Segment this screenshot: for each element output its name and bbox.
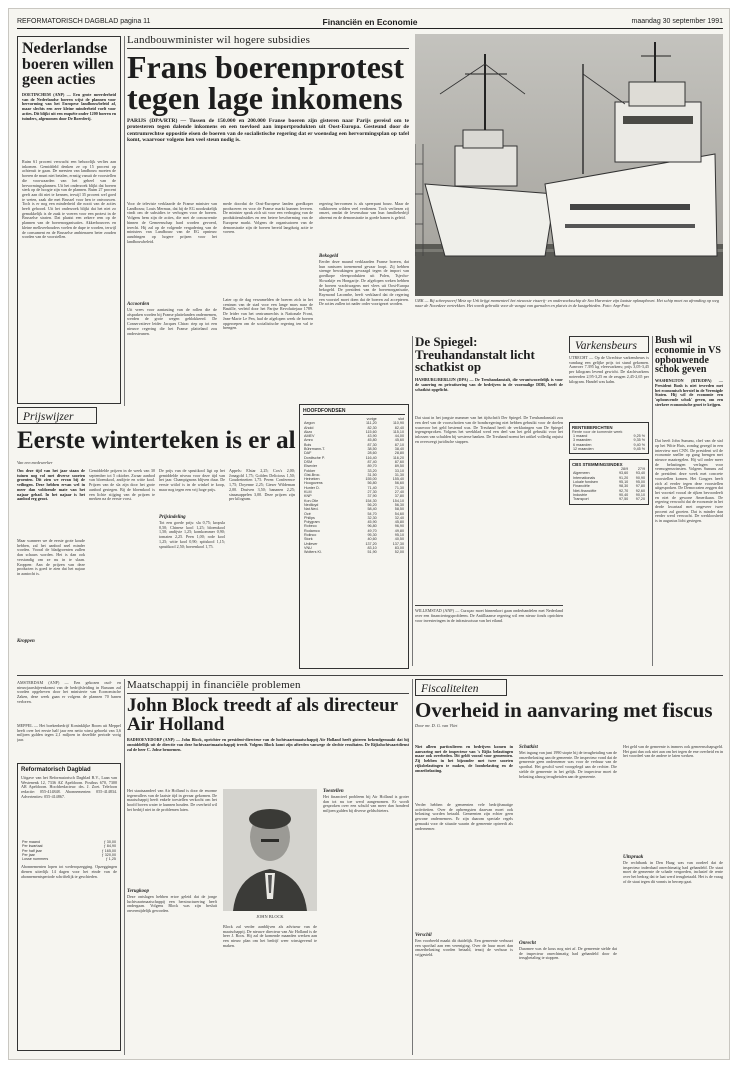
fund-name: Amro: [304, 438, 313, 443]
fund-name: Wolters Kl.: [304, 550, 322, 555]
john-block-portrait-image: [223, 789, 317, 911]
price-row: [21, 857, 117, 861]
price-label: Per maand: [22, 840, 41, 844]
fund-price: 95,30: [367, 533, 377, 538]
fund-price: 95,10: [394, 533, 404, 538]
fund-name: Bols: [304, 442, 312, 447]
fiscal-tab-label: Fiscaliteiten: [421, 683, 479, 695]
fund-price: 37,80: [394, 494, 404, 499]
fund-name: Elsevier: [304, 464, 318, 469]
running-header: [17, 15, 723, 29]
fondsen-title: HOOFDFONDSEN: [303, 408, 405, 415]
block-headline: John Block treedt af als directeur Air Holland: [127, 695, 398, 735]
price-label: Per jaar: [22, 852, 35, 857]
cbs-value: 92,70: [618, 488, 629, 493]
varkensbeurs-tab-label: Varkensbeurs: [575, 340, 637, 352]
fund-price: 116,40: [365, 455, 377, 460]
rente-title: RENTEBERICHTEN: [572, 425, 613, 430]
fund-name: Dordtsche P.: [304, 455, 325, 460]
block-col-3: [323, 789, 409, 1051]
fund-name: KNP: [304, 494, 312, 499]
cbs-box: [569, 459, 649, 504]
cbs-value: 90,90: [635, 475, 645, 480]
fund-name: Philips: [304, 515, 315, 520]
newspaper-page: [8, 8, 730, 1060]
rate-term: 12 maanden: [573, 446, 594, 451]
subscription-box: [17, 763, 121, 1051]
fund-price: 45,60: [394, 438, 404, 443]
cbs-label: Transport: [573, 497, 589, 502]
fund-price: 58,40: [367, 507, 377, 512]
main-sub-bekogeld: Bekogeld: [319, 254, 339, 259]
fund-name: Gist-Broc.: [304, 472, 321, 477]
price-value: ƒ 84,90: [103, 844, 116, 849]
cbs-value: 92,60: [635, 488, 645, 493]
block-sub-toestellen: Toestellen: [323, 789, 344, 794]
prijswijzer-col-1: [17, 469, 85, 669]
fund-price: 27,40: [394, 490, 404, 495]
prijswijzer-headline: Eerste winterteken is er al: [17, 427, 296, 454]
fiscal-tab: [415, 679, 507, 696]
bush-article: [655, 336, 723, 666]
cbs-value: 90,40: [618, 492, 629, 497]
fund-price: 38,50: [367, 447, 377, 452]
spiegel-lead: HAMBURG/BERLIJN (DPA) — De Treuhandanstalt, die verantwoordelijk is voor de sanering en privatisering van de bedrijven in de voormalige DDR, heeft de schatkist opgelicht.: [415, 378, 563, 392]
fund-name: Ahold: [304, 425, 314, 430]
paper-page-label: REFORMATORISCH DAGBLAD pagina 11: [17, 18, 151, 25]
fund-name: Hunter D.: [304, 485, 320, 490]
prijswijzer-col3b: Tot een goede prijs: sla 0,75; kropsla 0,50; Chinese kool 1,25; bloemkool 1,50; andijvie 1,25; komkommer 0,90; tomaten 2,25. Peen 1,00; rode kool 1,25; witte kool 0,90; spitskool 1,15; spruitkool 2,50; boerenkool 1,75.: [159, 521, 225, 549]
fund-name: VNU: [304, 545, 312, 550]
fund-price: 96,80: [367, 524, 377, 529]
cbs-value: 95,00: [635, 480, 645, 485]
fiscal-article: [415, 679, 723, 1055]
prijswijzer-byline: Van een medewerker: [17, 460, 53, 465]
fund-name: Rodamco: [304, 528, 320, 533]
boeren-headline: Nederlandse boeren willen geen acties: [22, 40, 114, 89]
cbs-value: 93,40: [635, 471, 645, 476]
fund-price: 28,60: [367, 451, 377, 456]
fund-price: 111,20: [365, 421, 377, 426]
spiegel-body: Dat staat in het jongste nummer van het tijdschrift Der Spiegel. De Treuhandanstalt zou een deel van de voorschotten van de bondsregering niet hebben gebruikt voor de doelen waarvoor het geld bestemd was. De Treuhand heeft de verklaringen van De Spiegel tegengesproken. Volgens het weekblad werd een deel van het geld gebruikt voor het inlossen van schulden bij westerse banken. De Treuhand noemt het artikel volledig onjuist en overweegt juridische stappen.: [415, 416, 563, 444]
fiscal-col2c-text: Daarmee was de kous nog niet af. De gemeente stelde dat de inspecteur onrechtmatig had gehandeld door de terugbetaling te stoppen.: [519, 947, 617, 961]
subscription-title: Reformatorisch Dagblad: [21, 767, 91, 773]
price-value: ƒ 30,00: [103, 840, 116, 844]
cbs-column-header: 27/9: [637, 467, 645, 472]
fund-price: 56,80: [367, 481, 377, 486]
fund-name: DSM: [304, 459, 313, 464]
prijswijzer-sub-indeling: Prijsindeling: [159, 515, 186, 520]
block-col-1: [127, 789, 217, 1051]
fund-price: 45,80: [367, 438, 377, 443]
rate-term: 3 maanden: [573, 438, 592, 443]
fund-price: 115,10: [392, 429, 404, 434]
fund-name: Nat.Ned.: [304, 507, 319, 512]
block-article: [127, 679, 409, 1055]
fund-price: 32,40: [394, 515, 404, 520]
main-col3-text: regering hervormen is als speerpunt bouw. Maar de valkboeren wilden veel verdienen. Toch verliezen zij omzet, omdat de levensduur van hun familiebedrijf afneemt en de demonstratie in goede banen is geleid.: [319, 202, 409, 221]
fund-price: 44,00: [394, 434, 404, 439]
rente-table: [572, 434, 646, 451]
cbs-label: Algemeen: [573, 471, 590, 476]
price-label: Per kwartaal: [22, 844, 43, 849]
cbs-label: Niet-financiële: [573, 488, 597, 493]
fund-name: Nedlloyd: [304, 502, 319, 507]
fund-price: 116,20: [392, 455, 404, 460]
cbs-value: 97,50: [618, 497, 629, 502]
fiscal-col-2: [519, 745, 617, 1051]
fund-price: 37,90: [367, 494, 377, 499]
fund-price: 43,90: [367, 434, 377, 439]
fund-price: 87,30: [367, 442, 377, 447]
subscription-prices: [21, 840, 117, 861]
fund-price: 56,20: [367, 502, 377, 507]
fund-name: Bührmann-T.: [304, 447, 326, 452]
fund-price: 38,40: [394, 447, 404, 452]
main-col-2: [223, 202, 313, 402]
main-col1-text: Voor de televisie verklaarde de Franse minister van Landbouw, Louis Mermaz, dat hij de EG noodzakelijk vindt om de subsidies te verhogen voor de boeren. Volgens hem zijn de acties, die met de concurrentie binnen de Gemeenschap hard worden gevoerd, terecht. Hij zal op de volgende vergadering van de ministers van Landbouw van de EG opnieuw aandringen op hogere prijzen voor het landbouwbeleid.: [127, 202, 217, 244]
fund-price: 87,40: [367, 459, 377, 464]
boeren-body: Ruim 61 procent verwacht een behoorlijk verlies aan inkomen. Gemiddeld denken ze op 15 procent op achteruit te gaan. De meesten van landbouw moeten de boeren de munt niet betalen, ernstig vanuit de voorstellen die voorwaarden van het geheel van de hervormingsplannen. Uit het onderzoek blijkt dat boeren sterk op de hoogte zijn van de plannen. Ruim 27 procent geeft aan dit niet te kennen, terwijl 35 procent wel goed te weten, zaak die met Brussel voor hen te ontvouwen. Toch is er nog een minderheid die nooit van de acties heeft gehoord. Uit het onderzoek blijkt dat het niet zo gemakkelijk is de zaak te voeren voor een protest in de Brusselse straten. Dat plaatst een zekere rem op de plannen van de boerenorganisaties. Akkerbouwers en kleine melkveehouders voelen de dupe te worden, terwijl de consument en de Brusselse ambtenaren beter zouden worden van de voorstellen.: [22, 160, 116, 240]
main-col-3: [319, 202, 409, 402]
fund-price: 89,50: [394, 464, 404, 469]
fund-price: 71,30: [394, 485, 404, 490]
fund-price: 58,50: [394, 507, 404, 512]
main-col1b-text: Uit vrees voor aantasting van de rollen die de afspraken worden bij Franse plattelanden ondernemen, werden de grote wegen geblokkeerd. De Conservatieve leider Jacques Chirac riep op tot een nieuwe regering die het Franse platteland zou ondersteunen.: [127, 308, 217, 336]
fund-price: 31,50: [367, 472, 377, 477]
main-article: [127, 34, 409, 404]
fiscal-lead: Niet alleen particulieren en bedrijven komen in aanvaring met de inspecteur van 's Rijks belastingen maar ook overheden. Dit geldt vooral voor gemeenten. Zij hebben in het bijzonder met twee soorten rijksbelastingen te maken, de loonbelasting en de omzetbelasting.: [415, 745, 513, 773]
fund-price: 54,60: [394, 511, 404, 516]
short-news-amsterdam: AMSTERDAM (ANP) — Een gekozen oud- en nieuwjaarsbijeenkomst van de bedrijfsleiding in Bussum zal worden opgeheven door het ministerie van Economische Zaken, deze week gaan er volgens de plannen 70 banen verloren.: [17, 681, 121, 704]
fund-price: 71,40: [367, 485, 377, 490]
fund-price: 27,30: [367, 490, 377, 495]
bush-headline: Bush wil economie in VS opbouwende schok geven: [655, 335, 721, 376]
fund-row: [303, 550, 405, 554]
subscription-text: Uitgave van het Reformatorisch Dagblad B.V., Laan van Westenenk 12, 7336 AZ Apeldoorn. Postbus 670, 7300 AR Apeldoorn. Hoofdredacteur: drs. J. Zoet. Telefoon redactie: 055-414848. Abonnementen: 055-414834. Advertenties: 055-414867.: [21, 776, 117, 799]
fiscal-sub-verschil: Verschil: [415, 933, 432, 938]
prijswijzer-sub-kroppen: Kroppen: [17, 639, 35, 644]
price-value: ƒ 1,25: [105, 857, 116, 862]
cbs-value: 93,60: [618, 471, 629, 476]
fiscal-col2b-text: Met ingang van juni 1990 stopte hij de terugbetaling van de omzetbelasting aan de gemeente. De inspecteur vond dat de gemeente geen ondernemer was voor de verhuur van de sporthal. Het geschil werd voorgelegd aan de rechter. Die stelde de gemeente in het gelijk. De inspecteur moet de belasting alsnog terugbetalen aan de gemeente.: [519, 751, 617, 779]
prijswijzer-body: Maar wanneer we de eerste grote koude hebben, zal het aanbod snel minder worden. Vooral de bladgroenten zullen dan schaars worden. Het is dan ook verstandig om ze nu in te slaan. Kroppen: Aan de prijzen van deze producten is goed te zien dat het najaar in aantocht is.: [17, 539, 85, 576]
fund-price: 87,60: [394, 459, 404, 464]
fondsen-table-box: [299, 404, 409, 669]
fund-price: 82,30: [367, 425, 377, 430]
fund-name: AMEV: [304, 434, 315, 439]
fiscal-col1b-text: Een voorbeeld maakt dit duidelijk. Een gemeente verhuurt een sporthal aan een vereniging. Over de huur moet dan omzetbelasting worden betaald, tenzij de verhuur is vrijgesteld.: [415, 939, 513, 958]
block-portrait: [223, 789, 317, 919]
fund-price: 51,90: [367, 550, 377, 555]
cbs-value: 98,30: [618, 484, 629, 489]
prijswijzer-tab-label: Prijswijzer: [23, 411, 74, 423]
short-news-meppel: MEPPEL — Het boekenbedrijf Koninklijke Boom uit Meppel heeft over het eerste half jaar een netto winst geboekt van 3,6 miljoen gulden tegen 2,1 miljoen in dezelfde periode vorig jaar.: [17, 724, 121, 743]
fondsen-table: [303, 417, 405, 555]
portrait-caption: JOHN BLOCK: [256, 914, 284, 919]
prijswijzer-lead: Om deze tijd van het jaar staan de tuinen nog vol met diverse soorten groenten. Dit zien we ervan bij de veilingen. Deze hebben ervan wel in meer dan voldoende mate van het najaar gehad. In het najaar is het aanbod erg groot.: [17, 469, 85, 502]
cbs-value: 95,10: [618, 480, 629, 485]
boeren-lead: DOETINCHEM (ANP) — Een grote meerderheid van de Nederlandse boeren wijst de plannen voor hervorming van het Europese landbouwbeleid af, maar slechts een zeer kleine minderheid voelt voor acties. Dit blijkt uit een enquête onder 1200 boeren en tuinders, afgenomen door De Boerderij.: [22, 93, 116, 121]
spiegel-article: [415, 336, 563, 666]
block-sub-terugkoop: Terugkoop: [127, 889, 150, 894]
main-col2-text: mede doordat de Oost-Europese landen goedkoper produceren en voor de Franse markt kunnen leveren. De minister sprak zich uit voor een verhoging van de produktiesubsidies en een betere bescherming van de Europese markt. Volgens de organisatoren van de demonstratie zijn de boeren bereid langdurig actie te voeren.: [223, 202, 313, 235]
fund-price: 40,60: [367, 537, 377, 542]
fiscal-headline: Overheid in aanvaring met fiscus: [415, 698, 713, 722]
section-title: Financiën en Economie: [322, 17, 418, 27]
fund-name: Akzo: [304, 429, 313, 434]
cbs-label: Financiële: [573, 484, 590, 489]
rate-term: 1 maand: [573, 434, 588, 438]
fund-name: Hoogovens: [304, 481, 323, 486]
fund-price: 31,30: [394, 472, 404, 477]
cbs-label: Internationals: [573, 475, 596, 480]
cbs-value: 90,10: [635, 492, 645, 497]
boeren-article: [17, 36, 121, 404]
main-sub-accoorden: Accoorden: [127, 302, 150, 307]
main-headline: Frans boerenprotest tegen lage inkomens: [127, 49, 405, 117]
photo-caption: URK — Bij scheepswerf Metz op Urk krijgt momenteel het nieuwste visserij- en onderzoeksschip de Sea Harvester zijn laatste opknapbeurt. Het schip moet na afronding op weg naar de Noordzee vertrekken. Het wordt gebruikt voor de vangst van garnalen en platvis in de kustgebieden. Foto: Anp-Foto: [415, 298, 720, 308]
fiscal-col-1: [415, 745, 513, 1051]
fiscal-sub-onrecht: Onrecht: [519, 941, 536, 946]
fund-price: 49,70: [367, 528, 377, 533]
prijswijzer-col-2: Gemiddelde prijzen in de week van 30 september tot 5 oktober. Zwaar aanbod van bloemkool, andijvie en witte kool. Prijzen van de sla zijn door het grote aanbod gestegen. Bij de bloemkool is een lichte stijging van de prijzen te merken na de eerste vorst.: [89, 469, 155, 502]
rente-box: [569, 422, 649, 454]
prijswijzer-col-3: [159, 469, 225, 669]
fund-price: 96,90: [394, 524, 404, 529]
cbs-value: 97,20: [635, 497, 645, 502]
fiscal-col3-text: Het geld van de gemeente is immers ook gemeenschapsgeld. Het gaat dan ook niet aan om het tegen de ene overheid en in het voordeel van de andere te laten werken.: [623, 745, 723, 759]
fund-price: 40,50: [394, 537, 404, 542]
fund-price: 49,80: [394, 528, 404, 533]
price-value: ƒ 165,00: [101, 848, 116, 853]
price-label: Losse nummers: [22, 857, 49, 862]
fund-price: 52,00: [394, 550, 404, 555]
varkensbeurs-tab: [569, 336, 649, 353]
main-col3b-text: Eerder deze maand verklaarden Franse boeren, dat hun rantsoen toenemend gevaar loopt. Zij hebben strenge bewakingen gevraagd tegen de import van goedkope vleesprodukten uit Polen, Tsjecho-Slowakije en Hongarije. De afgelopen weken hebben de boeren vrachtwagens met vlees uit Oost-Europa bekogeld. De president van de boerenorganisatie, Raymond Lacombe, heeft verklaard dat de regering een voorstel moet doen dat de boeren zal accepteren. De acties zullen tot nader order voortgezet worden.: [319, 260, 409, 307]
prijswijzer-tab: [17, 407, 97, 424]
fund-price: 110,90: [392, 421, 404, 426]
bush-lead: WASHINGTON (RTR/DPA) — President Bush is niet tevreden met het economisch herstel in de Verenigde Staten. Hij wil de economie een 'opbouwende schok' geven, om een sterkere economische groei te krijgen.: [655, 379, 723, 407]
fund-price: 83,00: [394, 545, 404, 550]
rate-value: 9,40 %: [633, 442, 645, 447]
fund-price: 28,80: [394, 451, 404, 456]
rate-row: [572, 447, 646, 451]
fund-name: Stork: [304, 537, 313, 542]
block-lead: BADHOEVEDORP (ANP) — John Block, oprichter en president-directeur van de luchtvaartmaatschappij Air Holland heeft gisteren bekendgemaakt dat hij onmiddellijk uit de directie van deze luchtvaartmaatschappij treedt. Volgens Block komt zijn aftreden vanwege de slechte resultaten. De Rijksluchtvaartdienst zal de heer C. Jobse benoemen.: [127, 738, 409, 752]
block-col1-text: Het staatsaandeel van Air Holland is door de enorme tegenvallers van de laatste tijd in gevaar gekomen. De maatschappij heeft enkele toestellen verkocht om het hoofd boven water te kunnen houden. De overheid wil het bedrijf niet in de problemen laten.: [127, 789, 217, 812]
spiegel-short: WILLEMSTAD (ANP) — Curaçao moet binnenkort gaan onderhandelen met Nederland over een financieringsprobleem. De Antilliaanse regering wil een nieuw fonds oprichten voor investeringen in de infrastructuur van het eiland.: [415, 609, 563, 623]
fund-price: 54,70: [367, 511, 377, 516]
block-col3b-text: Het financieel probleem bij Air Holland is groter dan tot nu toe werd aangenomen. Er wordt gesproken over een schuld van meer dan honderd miljoen gulden bij diverse geldschieters.: [323, 795, 409, 814]
fund-price: 154,10: [392, 498, 404, 503]
fund-name: Robeco: [304, 524, 317, 529]
cbs-title: CBS STEMMINGSINDEX: [572, 462, 623, 468]
cbs-label: Industrie: [573, 492, 588, 497]
block-col-2-text: Block zal verder aanblijven als adviseur van de maatschappij. De nieuwe directeur van Air Holland is de heer J. Roos. Hij zal de komende maanden werken aan een nieuw plan om het bedrijf weer winstgevend te maken.: [223, 925, 317, 948]
rate-value: 9,35 %: [633, 438, 645, 443]
rate-term: 6 maanden: [573, 442, 592, 447]
fund-price: 33,10: [394, 468, 404, 473]
varkensbeurs-text: UTRECHT — Op de Utrechtse varkensbeurs is vandaag een gelijke prijs tot stand gekomen. Aanvoer 7.395 kg vleesvarkens; prijs 3,05-3,45 per kilogram levend gewicht. De slachtvarkens noteerden 2,95-3,25 en de zeugen 2,45-2,65 per kilogram. Handel was kalm.: [569, 356, 649, 384]
cbs-row: [572, 497, 646, 501]
fund-price: 32,30: [367, 515, 377, 520]
fund-price: 155,40: [392, 477, 404, 482]
main-lead: PARIJS (DPA/RTR) — Tussen de 150.000 en 200.000 Franse boeren zijn gisteren naar Parijs gereisd om te protesteren tegen dalende inkomens en een toevloed aan importprodukten uit Oost-Europa. Gesteund door de centrumrechtse oppositie eisen de boeren van de socialistische regering dat er woensdag een hervormingsplan op tafel komt, waarvoor volgens hen veel steun nodig is.: [127, 118, 409, 144]
rate-value: 9,25 %: [633, 434, 645, 438]
block-kicker: Maatschappij in financiële problemen: [127, 679, 301, 691]
fund-column-header: slot: [398, 417, 404, 421]
fund-name: Unilever: [304, 541, 318, 546]
price-value: ƒ 320,00: [101, 852, 116, 857]
subscription-footer: Abonnementen lopen tot wederopzegging. Opzeggingen dienen uiterlijk 14 dagen voor het einde van de abonnementsperiode schriftelijk te geschieden.: [21, 865, 117, 879]
cbs-value: 97,80: [635, 484, 645, 489]
varkensbeurs-box: [569, 336, 649, 666]
fund-price: 87,10: [394, 442, 404, 447]
ship-photo-image: [415, 34, 723, 296]
fund-price: 45,80: [394, 520, 404, 525]
fund-price: 154,30: [365, 498, 377, 503]
fiscal-sub-schatkist: Schatkist: [519, 745, 538, 750]
fund-name: Océ: [304, 511, 311, 516]
fund-price: 137,30: [392, 541, 404, 546]
fund-column-header: vorige: [366, 417, 377, 421]
cbs-column-header: 28/9: [621, 467, 629, 472]
price-label: Per half jaar: [22, 848, 42, 853]
fund-name: DAF: [304, 451, 312, 456]
cbs-value: 91,20: [618, 475, 629, 480]
main-col2b-text: Later op de dag verzamelden de boeren zich in het centrum van de stad voor een lange mars naar de Bastille, verleid door het Parijse Revolutiejaar 1789. De leider van het centrumrechts is Nationale Front, Jean-Marie Le Pen, had de afgelopen week de boeren opgeroepen om de socialistische regering ten val te brengen.: [223, 298, 313, 331]
fund-name: Fokker: [304, 468, 316, 473]
main-kicker: Landbouwminister wil hogere subsidies: [127, 34, 311, 46]
fiscal-col-3: [623, 745, 723, 1051]
fund-price: 45,90: [367, 520, 377, 525]
fiscal-sub-uitspraak: Uitspraak: [623, 855, 644, 860]
fund-name: Kon.Olie: [304, 498, 319, 503]
lower-left-column: [17, 681, 121, 1053]
prijswijzer-col3a: De prijs van de spruitkool ligt op het gemiddelde niveau voor deze tijd van het jaar. Champignons blijven duur. De eerste witlof is in de winkel te koop, maar nog tegen een vrij hoge prijs.: [159, 469, 225, 492]
fiscal-byline: Door mr. D. G. van Vliet: [415, 722, 458, 728]
fund-price: 56,60: [394, 481, 404, 486]
fund-price: 137,20: [365, 541, 377, 546]
fund-price: 155,00: [365, 477, 377, 482]
fund-price: 115,60: [365, 429, 377, 434]
fund-price: 82,40: [394, 425, 404, 430]
fund-price: 33,20: [367, 468, 377, 473]
bush-body: Dat heeft John Sununu, chef van de staf op het Witte Huis, zondag gezegd in een interview met CNN. De president wil de economie sneller op gang brengen met nieuwe maatregelen. Hij wil onder meer de belastingen verlagen voor vermogenswinsten. Volgens Sununu zal de president deze week met concrete voorstellen komen. Het Congres heeft zich al eerder tegen deze voorstellen uitgesproken. De Democraten zeggen dat het voorstel vooral de rijken bevoordeelt en niet de gewone Amerikaan. De regering verwacht dat de economie in het derde kwartaal met ongeveer twee procent zal groeien. Dat is minder dan eerder werd verwacht. De werkloosheid is in augustus licht gestegen.: [655, 439, 723, 524]
spiegel-headline: De Spiegel: Treuhandanstalt licht schatkist op: [415, 334, 535, 375]
fiscal-col3b-text: De rechtbank in Den Haag was van oordeel dat de inspecteur inderdaad onrechtmatig had gehandeld. De staat moet de gemeente de schade vergoeden, inclusief de rente over het bedrag dat te laat werd terugbetaald. Het is de vraag of de staat tegen dit vonnis in beroep gaat.: [623, 861, 723, 884]
fund-name: Heineken: [304, 477, 320, 482]
main-col-1: [127, 202, 217, 402]
cbs-table: [572, 467, 646, 501]
block-col1b-text: Deze ontslagen hebben ertoe geleid dat de jonge luchtvaartmaatschappij een herstructurering heeft ondergaan. Volgens Block was zijn besluit onvermijdelijk geworden.: [127, 895, 217, 914]
cbs-label: Lokale fondsen: [573, 480, 599, 485]
fund-name: KLM: [304, 490, 312, 495]
ship-photo: [415, 34, 723, 296]
fund-price: 56,30: [394, 502, 404, 507]
fund-name: Rolinco: [304, 533, 317, 538]
rate-value: 9,45 %: [633, 446, 645, 451]
fund-name: Aegon: [304, 421, 315, 426]
rente-sub: Rente voor de komende week: [572, 430, 623, 434]
fund-name: Polygram: [304, 520, 320, 525]
fund-price: 89,70: [367, 464, 377, 469]
prijswijzer-col-4: Appels: Elstar 2,25; Cox's 2,00; Jonagold 1,75; Golden Delicious 1,50; Goudreinetten 1,75. Peren: Conference 1,75; Doyenne 2,25; Gieser Wildeman 2,00. Druiven 3,50; bananen 2,25; sinaasappelen 3,00. Deze prijzen zijn per kilogram.: [229, 469, 295, 502]
issue-date: maandag 30 september 1991: [631, 18, 723, 25]
fund-price: 83,10: [367, 545, 377, 550]
fiscal-col1-text: Verder hebben de gemeenten vele bedrijfsmatige activiteiten. Over de opbrengsten daarvan moet ook belasting worden betaald. Gemeenten zijn echter geen gewone ondernemers. Er zijn daarom speciale regels gemaakt voor de situatie waarin de gemeente optreedt als ondernemer.: [415, 803, 513, 831]
